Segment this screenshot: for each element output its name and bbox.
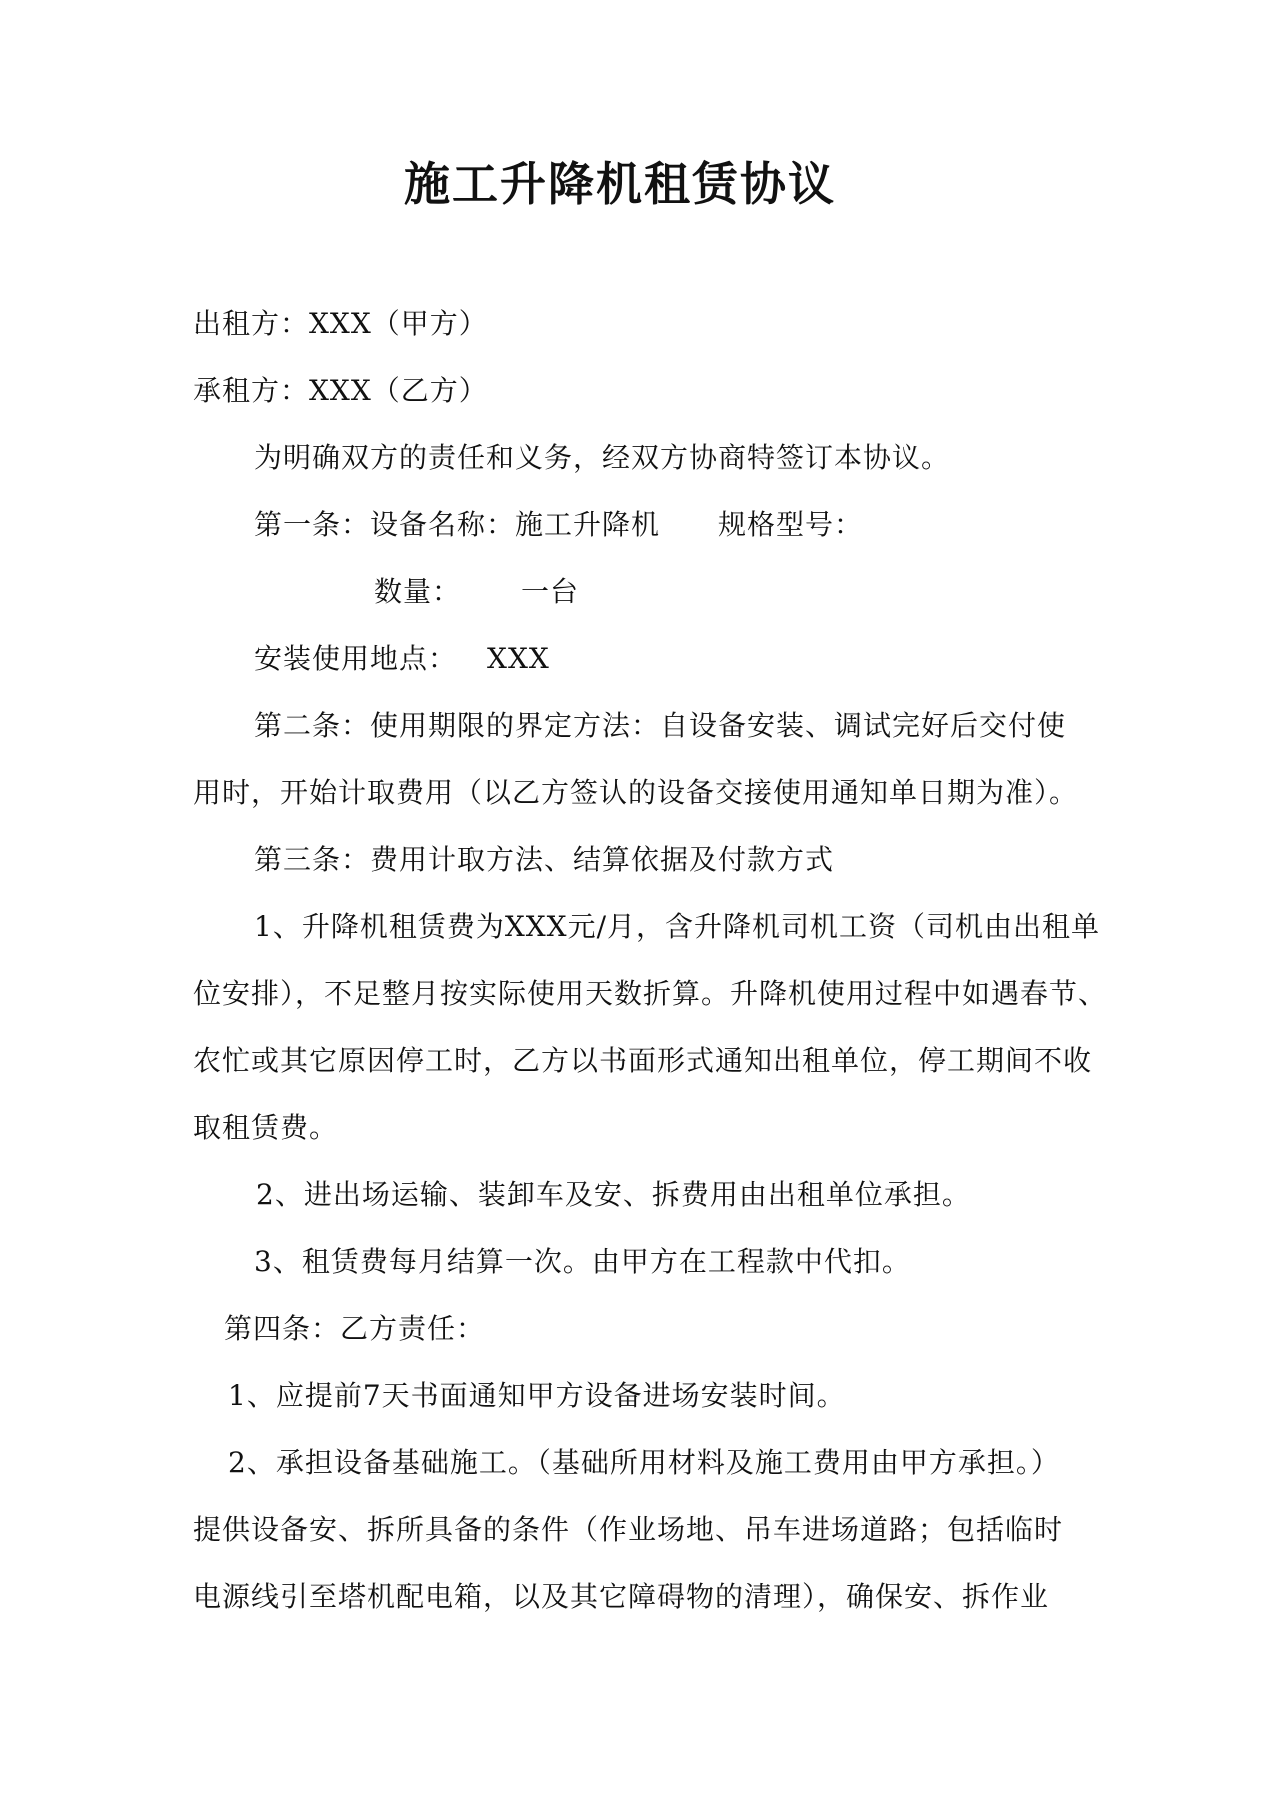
- article-4-item-1: 1、应提前7天书面通知甲方设备进场安装时间。: [228, 1379, 846, 1412]
- article-2-line-1: 第二条：使用期限的界定方法：自设备安装、调试完好后交付使: [254, 709, 1067, 742]
- article-1-quantity-line: [374, 572, 579, 612]
- document-title: 施工升降机租赁协议: [404, 157, 836, 211]
- lessee-line: 承租方：XXX（乙方）: [193, 374, 488, 407]
- article-4-item-2-line-3: 电源线引至塔机配电箱，以及其它障碍物的清理），确保安、拆作业: [193, 1580, 1050, 1613]
- article-3-item-1-line-4: 取租赁费。: [193, 1111, 339, 1144]
- article-1-equipment-line: [254, 505, 863, 545]
- spec-label: 规格型号：: [718, 508, 864, 541]
- intro-paragraph: 为明确双方的责任和义务，经双方协商特签订本协议。: [254, 441, 951, 474]
- lessor-line: 出租方：XXX（甲方）: [193, 307, 488, 340]
- article-2-line-2: 用时，开始计取费用（以乙方签认的设备交接使用通知单日期为准）。: [193, 776, 1079, 809]
- article-1-location-line: [254, 639, 550, 679]
- article-3-heading: 第三条：费用计取方法、结算依据及付款方式: [254, 843, 835, 876]
- location-label: 安装使用地点：: [254, 642, 458, 675]
- equipment-name: 第一条：设备名称：施工升降机: [254, 508, 661, 541]
- article-4-heading: 第四条：乙方责任：: [224, 1312, 486, 1345]
- article-3-item-3: 3、租赁费每月结算一次。由甲方在工程款中代扣。: [254, 1245, 911, 1278]
- article-3-item-2: 2、进出场运输、装卸车及安、拆费用由出租单位承担。: [256, 1178, 971, 1211]
- article-3-item-1-line-2: 位安排），不足整月按实际使用天数折算。升降机使用过程中如遇春节、: [193, 977, 1108, 1010]
- article-3-item-1-line-1: 1、升降机租赁费为XXX元/月，含升降机司机工资（司机由出租单: [254, 910, 1101, 943]
- quantity-label: 数量：: [374, 575, 462, 608]
- article-4-item-2-line-1: 2、承担设备基础施工。（基础所用材料及施工费用由甲方承担。）: [228, 1446, 1060, 1479]
- location-value: XXX: [487, 642, 550, 675]
- article-3-item-1-line-3: 农忙或其它原因停工时，乙方以书面形式通知出租单位，停工期间不收: [193, 1044, 1093, 1077]
- quantity-value: 一台: [521, 575, 580, 608]
- article-4-item-2-line-2: 提供设备安、拆所具备的条件（作业场地、吊车进场道路；包括临时: [193, 1513, 1064, 1546]
